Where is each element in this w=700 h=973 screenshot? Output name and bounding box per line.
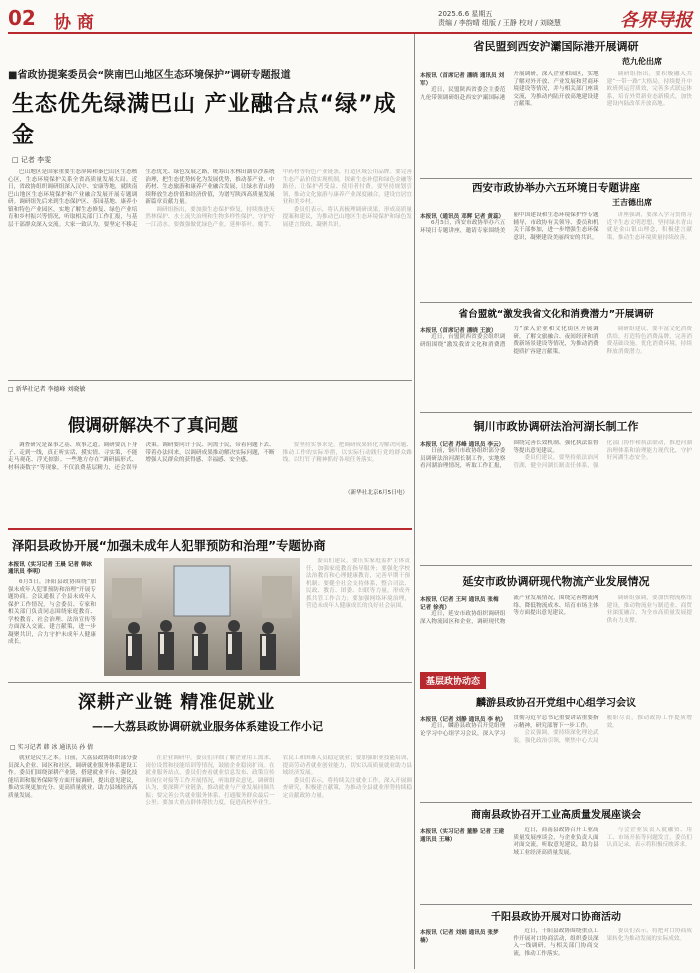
right-divider xyxy=(420,178,692,179)
deep-story: 深耕产业链 精准促就业 ——大荔县政协调研就业服务体系建设工作小记 □ 实习记者 韩 冰 通讯员 孙 倩 就业是民生之本。日前，大荔县政协组织部分委员深入企业、园区和社区，调研就业服务体系建设工作。委员们围绕深耕产业链、搭建就业平台、强化技能培训和服务保障等方面开展调研，提出意见建议，推动实现更加充分、更高质量就业，助力县域经济高质量发展。 在企业调研中，委员们详细了解企业用工需求、岗位设置和技能培训等情况，鼓励企业稳岗扩岗。在就业服务站点，委员们查看就业信息发布、政策宣传和岗位对接等工作开展情况，听取群众意见。调研组认为，要深耕产业链条，推动就业与产业发展同频共振；要完善公共就业服务体系，打通服务群众最后一公里；要加大重点群体帮扶力度，促进高校毕业生、农民工和困难人员稳定就业；要加强职业技能培训，提高劳动者就业创业能力，切实以高质量就业助力县域经济发展。 委员们表示，将持续关注就业工作，深入开展调查研究，积极建言献策，为推动全县就业形势持续稳定贡献政协力量。 xyxy=(8,684,412,969)
right-divider xyxy=(420,412,692,413)
right-divider xyxy=(420,565,692,566)
column-divider xyxy=(414,34,415,969)
right-story-5: 延安市政协调研现代物流产业发展情况 本报讯（记者 王珂 通讯员 张梅 记者 徐亮） 近日，延安市政协组织调研组深入物流园区和企业，调研现代物流产业发展情况，围绕完善物流网络、降低物流成本、培育市场主体等方面提出意见建议。 调研组强调，要加快物流枢纽建设，推动物流业与制造业、商贸业深度融合，为全市高质量发展提供有力支撑。 xyxy=(420,575,692,625)
section-divider-red xyxy=(8,528,412,530)
right-story-2-body: 6月5日，西安市政协举办六五环境日专题讲座，邀请专家围绕美丽中国建设和生态环境保护作专题辅导，市政协有关领导、委员和机关干部参加，进一步增强生态环保意识，凝聚建设美丽西安的共识。 xyxy=(420,212,599,241)
zeyang-headline: 泽阳县政协开展“加强未成年人犯罪预防和治理”专题协商 xyxy=(12,538,326,553)
masthead xyxy=(8,6,692,34)
grassroots-item-2-byline: 本报讯（实习记者 董静 记者 王建 通讯员 王琳） xyxy=(420,829,505,843)
editor-credits: 责编 / 李韵晴 组版 / 王静 校对 / 刘晓慧 xyxy=(438,19,561,27)
issue-date: 2025.6.6 星期五 xyxy=(438,10,493,18)
right-story-3: 省台盟就“激发我省文化和消费潜力”开展调研 本报讯（首席记者 潘晓 王波） 近日，台盟陕西省委会组织调研组围绕“激发我省文化和消费潜力”深入企业和文化街区开展调研，了解文旅融合、夜间经济和消费新场景建设等情况，为推动消费提质扩容建言献策。 调研组建议，要丰富文化消费供给，打造特色消费品牌，完善消费基础设施，优化消费环境，持续释放消费潜力。 xyxy=(420,304,692,412)
zeyang-body: 6月5日，泽阳县政协围绕“加强未成年人犯罪预防和治理”开展专题协商。会议通报了全县未成年人保护工作情况，与会委员、专家和相关部门负责同志围绕家庭教育、学校教育、社会治理、法治宣传等方面深入交流、建言献策，进一步凝聚共识，合力守护未成年人健康成长。 xyxy=(8,579,96,645)
meeting-photo xyxy=(104,558,300,676)
opinion-source: （新华社北京6月5日电） xyxy=(344,490,408,496)
right-divider xyxy=(420,802,692,803)
opinion-body: 调查研究是谋事之基、成事之道。调研要沉下身子、走到一线，真正听实话、摸实情、寻实策，不能走马观花、浮光掠影。一些地方存在“调研搞形式、材料凑数字”等现象，不仅浪费基层精力，还会误导决策。调研要问计于民、问需于民，带着问题下去、带着办法回来，以调研成果推动解决实际问题，不断增强人民群众的获得感、幸福感、安全感。 xyxy=(8,442,275,471)
deep-body: 就业是民生之本。日前，大荔县政协组织部分委员深入企业、园区和社区，调研就业服务体系建设工作。委员们围绕深耕产业链、搭建就业平台、强化技能培训和服务保障等方面开展调研，提出意见建议，推动实现更加充分、更高质量就业，助力县域经济高质量发展。 xyxy=(8,755,138,799)
right-column xyxy=(420,34,692,969)
right-story-3-byline: 本报讯（首席记者 潘晓 王波） xyxy=(420,328,497,334)
section-divider xyxy=(8,682,412,683)
lead-headline: 生态优先绿满巴山 产业融合点“绿”成金 xyxy=(12,92,397,148)
grassroots-item-1-headline: 麟游县政协召开党组中心组学习会议 xyxy=(476,698,636,709)
deep-headline: 深耕产业链 精准促就业 xyxy=(78,692,276,713)
right-story-3-headline: 省台盟就“激发我省文化和消费潜力”开展调研 xyxy=(458,309,654,320)
newspaper-page: 02 协 商 2025.6.6 星期五 责编 / 李韵晴 组版 / 王静 校对 / 刘晓慧 各界导报 ■省政协提案委员会“陕南巴山地区生态环境保护”调研专题报道 生态优先绿满巴山 产业融合点“绿”成金 □ 记者 李雯 巴山地区是国家重要生态屏障和秦巴山区生态核心区，生态环境保护关系全省高质量发展大局。近日，省政协组织调研组深入汉中、安康等地，就陕南巴山地区生态环境保护和产业融合发展开展专题调研。调研组先后来到生态保护区、茶园基地、康养小镇和特色产业园区，实地了解生态修复、绿色产业培育和乡村振兴等情况，听取相关部门工作汇报，与基层干部群众深入交流。大家一致认为，要坚定不移走生态优先、绿色发展之路，统筹山水林田湖草沙系统治理，把生态优势转化为发展优势，推动茶产业、中药材、生态旅游和康养产业融合发展，让绿水青山持续释放生态价值和经济价值，为谱写陕西高质量发展新篇章贡献力量。 调研组指出，要加强生态保护修复，持续推进天然林保护、水土流失治理和生物多样性保护，守护好一江清水。要做强做优绿色产业，延伸茶叶、魔芋、中药材等特色产业链条，打造区域公用品牌。要完善生态产品价值实现机制，探索生态补偿和绿色金融等路径，让保护者受益、使用者付费。要坚持规划引领，推动文化旅游与康养产业深度融合，建设宜居宜业和美乡村。 委员们表示，将认真梳理调研成果，形成高质量提案和建议，为推动巴山地区生态环境保护和绿色发展建言资政、凝聚共识。 □ 新华社记者 李德峰 刘晓敏 假调研解决不了真问题 调查研究是谋事之基、成事之道。调研要沉下身子、走到一线，真正听实话、摸实情、寻实策，不能走马观花、浮光掠影。一些地方存在“调研搞形式、材料凑数字”等现象，不仅浪费基层精力，还会误导决策。调研要问计于民、问需于民，带着问题下去、带着办法回来，以调研成果推动解决实际问题，不断增强人民群众的获得感、幸福感、安全感。 要坚持实事求是，把调研成果转化为解决问题、推动工作的实际举措，以实际行动践行党的群众路线，以钉钉子精神抓好各项任务落实。 （新华社北京6月5日电） 泽阳县政协开展“加强未成年人犯罪预防和治理”专题协商 本报讯（实习记者 王晨 记者 韩冰 通讯员 李明） 6月5日，泽阳县政协围绕“加强未成年人犯罪预防和治理”开展专题协商。会议通报了全县未成年人保护工作情况，与会委员、专家和相关部门负责同志围绕家庭教育、学校教育、社会治理、法治宣传等方面深入交流、建言献策，进一步凝聚共识，合力守护未成年人健康成长。 委员们建议，要压实家庭监护主体责任，加强家庭教育指导服务；要强化学校法治教育和心理健康教育，完善早期干预机制；要健全社会支持体系，整合司法、民政、教育、团委、妇联等力量，形成齐抓共管工作合力；要加强网络环境治理，营造未成年人健康成长的良好社会氛围。 深耕产业链 精准促就业 ——大荔县政协调研就业服务体系建设工作小记 □ 实习记者 韩 冰 通讯员 孙 倩 就业是民生之本。日前，大荔县政协组织部分委员深入企业、园区和社区，调研就业服务体系建设工作。委员们围绕深耕产业链、搭建就业平台、强化技能培训和服务保障等方面开展调研，提出意见建议，推动实现更加充分、更高质量就业，助力县域经济高质量发展。 在企业调研中，委员们详细了解企业用工需求、岗位设置和技能培训等情况，鼓励企业稳岗扩岗。在就业服务站点，委员们查看就业信息发布、政策宣传和岗位对接等工作开展情况，听取群众意见。调研组认为，要深耕产业链条，推动就业与产业发展同频共振；要完善公共就业服务体系，打通服务群众最后一公里；要加大重点群体帮扶力度，促进高校毕业生、农民工和困难人员稳定就业；要加强职业技能培训，提高劳动者就业创业能力，切实以高质量就业助力县域经济发展。 委员们表示，将持续关注就业工作，深入开展调查研究，积极建言献策，为推动全县就业形势持续稳定贡献政协力量。 省民盟到西安沪灞国际港开展调研 范九伦出席 本报讯（首席记者 潘晓 通讯员 刘军） 近日，民盟陕西省委会主委范九伦带领调研组赴西安沪灞国际港开展调研，深入企业和园区，实地了解对外开放、产业发展和营商环境建设等情况，并与相关部门座谈交流，为推动内陆开放高地建设建言献策。 调研组指出，要积极融入共建“一带一路”大格局，持续提升中欧班列运营质效，完善多式联运体系，培育外贸新业态新模式，加快建设内陆改革开放高地。 西安市政协举办六五环境日专题讲座 王吉德出席 本报讯（通讯员 邓辉 记者 黄蕊） 6月5日，西安市政协举办六五环境日专题讲座，邀请专家围绕美丽中国建设和生态环境保护作专题辅导，市政协有关领导、委员和机关干部参加，进一步增强生态环保意识，凝聚建设美丽西安的共识。 讲座强调，要深入学习贯彻习近平生态文明思想，坚持绿水青山就是金山银山理念，积极建言献策，推动生态环境质量持续改善。 省台盟就“激发我省文化和消费潜力”开展调研 本报讯（首席记者 潘晓 王波） 近日，台盟陕西省委会组织调研组围绕“激发我省文化和消费潜力”深入企业和文化街区开展调研，了解文旅融合、夜间经济和消费新场景建设等情况，为推动消费提质扩容建言献策。 调研组建议，要丰富文化消费供给，打造特色消费品牌，完善消费基础设施，优化消费环境，持续释放消费潜力。 铜川市政协调研法治河湖长制工作 本报讯（记者 苏峰 通讯员 李云） 日前，铜川市政协组织部分委员调研法治河湖长制工作，实地察看河湖治理情况，听取工作汇报，围绕完善长效机制、强化执法监督等提出意见建议。 委员们建议，要坚持依法治河管湖，健全河湖长制责任体系，强化部门协作和执法联动，推进河湖治理体系和治理能力现代化，守护好河湖生态安全。 延安市政协调研现代物流产业发展情况 本报讯（记者 王珂 通讯员 张梅 记者 徐亮） 近日，延安市政协组织调研组深入物流园区和企业，调研现代物流产业发展情况，围绕完善物流网络、降低物流成本、培育市场主体等方面提出意见建议。 调研组强调，要加快物流枢纽建设，推动物流业与制造业、商贸业深度融合，为全市高质量发展提供有力支撑。 基层政协动态 麟游县政协召开党组中心组学习会议 本报讯（记者 刘静 通讯员 李 杭） 近日，麟游县政协召开党组理论学习中心组学习会议，深入学习贯彻习近平总书记重要讲话重要指示精神，研究部署下一步工作。 会议强调，要持续深化理论武装，强化政治引领，聚焦中心大局履职尽责，推动政协工作提质增效。 商南县政协召开工业高质量发展座谈会 本报讯（实习记者 董静 记者 王建 通讯员 王琳） 近日，商南县政协召开工业高质量发展座谈会，与企业负责人面对面交流，听取意见建议，助力县域工业经济高质量发展。 与会企业负责人就融资、用工、市场开拓等问题发言，委员们认真记录，表示将积极反映诉求。 千阳县政协开展对口协商活动 本报讯（记者 刘娟 通讯员 张梦楠） 近日，千阳县政协围绕重点工作开展对口协商活动，组织委员深入一线调研，与相关部门协商交流，推动工作落实。 委员们表示，将把对口协商成果转化为推动发展的实际成效。 xyxy=(0,0,700,973)
grassroots-item-2-headline: 商南县政协召开工业高质量发展座谈会 xyxy=(471,810,641,821)
section-divider xyxy=(8,380,412,381)
right-story-1-headline: 省民盟到西安沪灞国际港开展调研 xyxy=(473,40,639,53)
right-story-5-byline: 本报讯（记者 王珂 通讯员 张梅 记者 徐亮） xyxy=(420,597,499,611)
right-story-1-body: 近日，民盟陕西省委会主委范九伦带领调研组赴西安沪灞国际港开展调研，深入企业和园区，实地了解对外开放、产业发展和营商环境建设等情况，并与相关部门座谈交流，为推动内陆开放高地建设建言献策。 xyxy=(420,71,599,107)
grassroots-item-2-body: 近日，商南县政协召开工业高质量发展座谈会，与企业负责人面对面交流，听取意见建议，助力县域工业经济高质量发展。 xyxy=(513,827,599,856)
opinion-story: □ 新华社记者 李德峰 刘晓敏 假调研解决不了真问题 调查研究是谋事之基、成事之道。调研要沉下身子、走到一线，真正听实话、摸实情、寻实策，不能走马观花、浮光掠影。一些地方存在“调研搞形式、材料凑数字”等现象，不仅浪费基层精力，还会误导决策。调研要问计于民、问需于民，带着问题下去、带着办法回来，以调研成果推动解决实际问题，不断增强人民群众的获得感、幸福感、安全感。 要坚持实事求是，把调研成果转化为解决问题、推动工作的实际举措，以实际行动践行党的群众路线，以钉钉子精神抓好各项任务落实。 （新华社北京6月5日电） xyxy=(8,386,412,496)
lead-story: ■省政协提案委员会“陕南巴山地区生态环境保护”调研专题报道 生态优先绿满巴山 产业融合点“绿”成金 □ 记者 李雯 巴山地区是国家重要生态屏障和秦巴山区生态核心区，生态环境保护关系全省高质量发展大局。近日，省政协组织调研组深入汉中、安康等地，就陕南巴山地区生态环境保护和产业融合发展开展专题调研。调研组先后来到生态保护区、茶园基地、康养小镇和特色产业园区，实地了解生态修复、绿色产业培育和乡村振兴等情况，听取相关部门工作汇报，与基层干部群众深入交流。大家一致认为，要坚定不移走生态优先、绿色发展之路，统筹山水林田湖草沙系统治理，把生态优势转化为发展优势，推动茶产业、中药材、生态旅游和康养产业融合发展，让绿水青山持续释放生态价值和经济价值，为谱写陕西高质量发展新篇章贡献力量。 调研组指出，要加强生态保护修复，持续推进天然林保护、水土流失治理和生物多样性保护，守护好一江清水。要做强做优绿色产业，延伸茶叶、魔芋、中药材等特色产业链条，打造区域公用品牌。要完善生态产品价值实现机制，探索生态补偿和绿色金融等路径，让保护者受益、使用者付费。要坚持规划引领，推动文化旅游与康养产业深度融合，建设宜居宜业和美乡村。 委员们表示，将认真梳理调研成果，形成高质量提案和建议，为推动巴山地区生态环境保护和绿色发展建言资政、凝聚共识。 xyxy=(8,66,412,296)
deep-subheadline: ——大荔县政协调研就业服务体系建设工作小记 xyxy=(92,720,323,733)
right-story-4-byline: 本报讯（记者 苏峰 通讯员 李云） xyxy=(420,442,505,448)
grassroots-item-3-byline: 本报讯（记者 刘娟 通讯员 张梦楠） xyxy=(420,930,499,944)
section-name: 协 商 xyxy=(54,13,94,33)
right-divider xyxy=(420,302,692,303)
right-story-1: 省民盟到西安沪灞国际港开展调研 范九伦出席 本报讯（首席记者 潘晓 通讯员 刘军） 近日，民盟陕西省委会主委范九伦带领调研组赴西安沪灞国际港开展调研，深入企业和园区，实地了解对外开放、产业发展和营商环境建设等情况，并与相关部门座谈交流，为推动内陆开放高地建设建言献策。 调研组指出，要积极融入共建“一带一路”大格局，持续提升中欧班列运营质效，完善多式联运体系，培育外贸新业态新模式，加快建设内陆改革开放高地。 xyxy=(420,40,692,107)
opinion-byline: □ 新华社记者 李德峰 刘晓敏 xyxy=(8,386,86,393)
right-story-2-subheadline: 王吉德出席 xyxy=(612,198,652,207)
right-story-2: 西安市政协举办六五环境日专题讲座 王吉德出席 本报讯（通讯员 邓辉 记者 黄蕊） 6月5日，西安市政协举办六五环境日专题讲座，邀请专家围绕美丽中国建设和生态环境保护作专题辅导，市政协有关领导、委员和机关干部参加，进一步增强生态环保意识，凝聚建设美丽西安的共识。 讲座强调，要深入学习贯彻习近平生态文明思想，坚持绿水青山就是金山银山理念，积极建言献策，推动生态环境质量持续改善。 xyxy=(420,182,692,241)
grassroots-item-2: 商南县政协召开工业高质量发展座谈会 本报讯（实习记者 董静 记者 王建 通讯员 王琳） 近日，商南县政协召开工业高质量发展座谈会，与企业负责人面对面交流，听取意见建议，助力县域工业经济高质量发展。 与会企业负责人就融资、用工、市场开拓等问题发言，委员们认真记录，表示将积极反映诉求。 xyxy=(420,804,692,904)
opinion-headline: 假调研解决不了真问题 xyxy=(68,416,238,436)
right-story-4: 铜川市政协调研法治河湖长制工作 本报讯（记者 苏峰 通讯员 李云） 日前，铜川市政协组织部分委员调研法治河湖长制工作，实地察看河湖治理情况，听取工作汇报，围绕完善长效机制、强化执法监督等提出意见建议。 委员们建议，要坚持依法治河管湖，健全河湖长制责任体系，强化部门协作和执法联动，推进河湖治理体系和治理能力现代化，守护好河湖生态安全。 xyxy=(420,420,692,469)
grassroots-item-1: 麟游县政协召开党组中心组学习会议 本报讯（记者 刘静 通讯员 李 杭） 近日，麟游县政协召开党组理论学习中心组学习会议，深入学习贯彻习近平总书记重要讲话重要指示精神，研究部署下一步工作。 会议强调，要持续深化理论武装，强化政治引领，聚焦中心大局履职尽责，推动政协工作提质增效。 xyxy=(420,690,692,802)
right-story-5-body: 近日，延安市政协组织调研组深入物流园区和企业，调研现代物流产业发展情况，围绕完善物流网络、降低物流成本、培育市场主体等方面提出意见建议。 xyxy=(420,595,599,625)
right-story-2-byline: 本报讯（通讯员 邓辉 记者 黄蕊） xyxy=(420,214,505,220)
lead-byline: □ 记者 李雯 xyxy=(12,156,52,164)
lead-kicker: ■省政协提案委员会“陕南巴山地区生态环境保护”调研专题报道 xyxy=(8,70,291,81)
grassroots-item-3-headline: 千阳县政协开展对口协商活动 xyxy=(491,912,621,923)
issue-meta xyxy=(438,10,598,28)
lead-body: 巴山地区是国家重要生态屏障和秦巴山区生态核心区，生态环境保护关系全省高质量发展大局。近日，省政协组织调研组深入汉中、安康等地，就陕南巴山地区生态环境保护和产业融合发展开展专题调研。调研组先后来到生态保护区、茶园基地、康养小镇和特色产业园区，实地了解生态修复、绿色产业培育和乡村振兴等情况，听取相关部门工作汇报，与基层干部群众深入交流。大家一致认为，要坚定不移走生态优先、绿色发展之路，统筹山水林田湖草沙系统治理，把生态优势转化为发展优势，推动茶产业、中药材、生态旅游和康养产业融合发展，让绿水青山持续释放生态价值和经济价值，为谱写陕西高质量发展新篇章贡献力量。 xyxy=(8,169,275,228)
grassroots-item-3: 千阳县政协开展对口协商活动 本报讯（记者 刘娟 通讯员 张梦楠） 近日，千阳县政协围绕重点工作开展对口协商活动，组织委员深入一线调研，与相关部门协商交流，推动工作落实。 委员们表示，将把对口协商成果转化为推动发展的实际成效。 xyxy=(420,906,692,969)
grassroots-banner: 基层政协动态 xyxy=(420,672,486,689)
right-story-3-body: 近日，台盟陕西省委会组织调研组围绕“激发我省文化和消费潜力”深入企业和文化街区开展调研，了解文旅融合、夜间经济和消费新场景建设等情况，为推动消费提质扩容建言献策。 xyxy=(420,326,599,355)
deep-byline: □ 实习记者 韩 冰 通讯员 孙 倩 xyxy=(10,744,94,751)
meeting-photo-image xyxy=(104,558,300,676)
right-story-1-subheadline: 范九伦出席 xyxy=(622,57,662,66)
grassroots-item-1-body: 近日，麟游县政协召开党组理论学习中心组学习会议，深入学习贯彻习近平总书记重要讲话重要指示精神，研究部署下一步工作。 xyxy=(420,715,599,737)
right-story-1-byline: 本报讯（首席记者 潘晓 通讯员 刘军） xyxy=(420,73,505,87)
grassroots-item-1-byline: 本报讯（记者 刘静 通讯员 李 杭） xyxy=(420,717,507,723)
right-story-2-headline: 西安市政协举办六五环境日专题讲座 xyxy=(472,182,640,194)
zeyang-byline: 本报讯（实习记者 王晨 记者 韩冰 通讯员 李明） xyxy=(8,562,93,575)
grassroots-item-3-body: 近日，千阳县政协围绕重点工作开展对口协商活动，组织委员深入一线调研，与相关部门协商交流，推动工作落实。 xyxy=(513,928,599,957)
right-story-4-headline: 铜川市政协调研法治河湖长制工作 xyxy=(473,420,639,433)
right-divider xyxy=(420,904,692,905)
page-number: 02 xyxy=(8,6,36,30)
right-story-4-body: 日前，铜川市政协组织部分委员调研法治河湖长制工作，实地察看河湖治理情况，听取工作汇报，围绕完善长效机制、强化执法监督等提出意见建议。 xyxy=(420,440,599,469)
right-story-5-headline: 延安市政协调研现代物流产业发展情况 xyxy=(462,575,650,588)
newspaper-logo: 各界导报 xyxy=(620,10,692,31)
